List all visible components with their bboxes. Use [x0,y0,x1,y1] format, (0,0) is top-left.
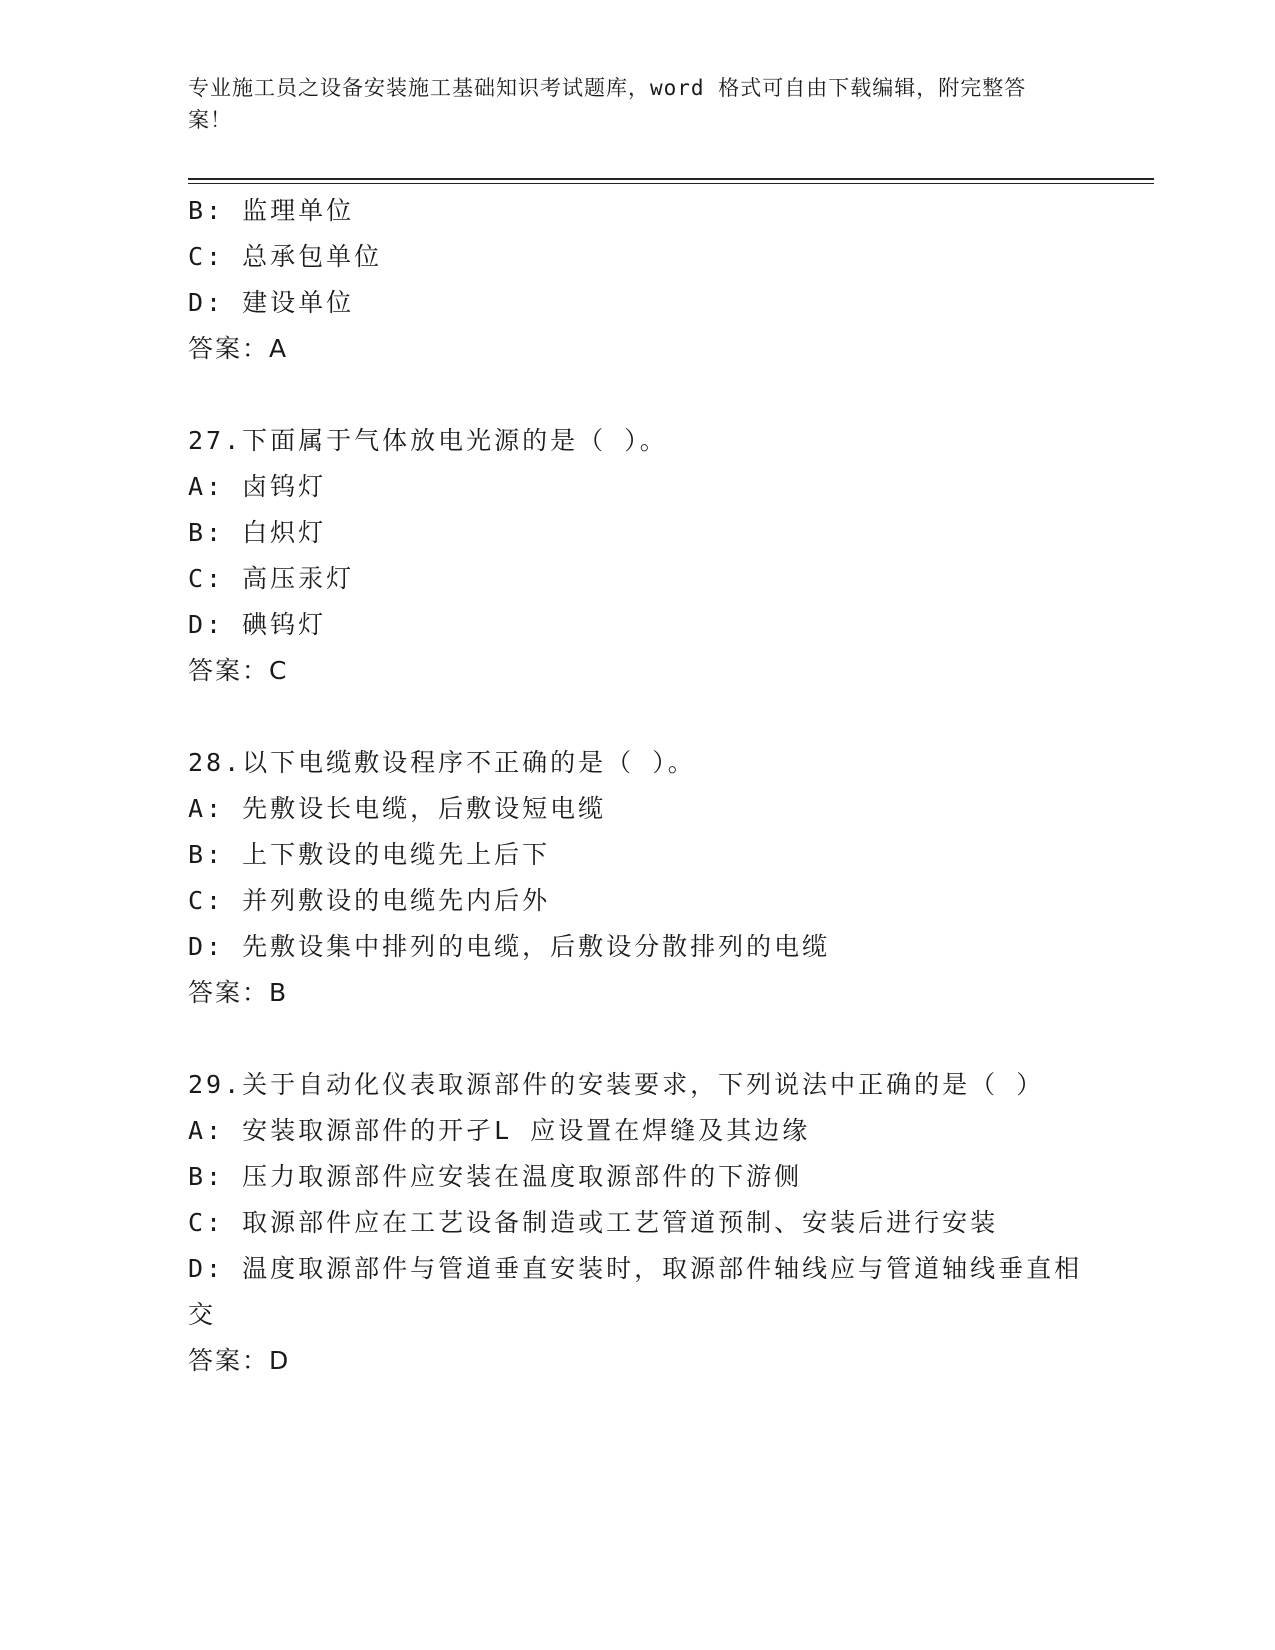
option-text: 上下敷设的电缆先上后下 [242,840,551,869]
answer-label: 答案： [188,1346,270,1375]
spacer [188,372,1088,418]
answer-row [188,970,1088,1016]
option-label: A: [188,1116,225,1145]
answer-value: B [269,978,289,1007]
question-block-29 [188,1062,1088,1384]
answer-row [188,1338,1088,1384]
question-number: 27. [188,426,243,455]
option-text: 碘钨灯 [242,610,327,639]
question-number: 29. [188,1070,243,1099]
option-text: 温度取源部件与管道垂直安装时，取源部件轴线应与管道轴线垂直相交 [188,1254,1083,1329]
option-row [188,1246,1088,1338]
option-row [188,188,1088,234]
option-text: 取源部件应在工艺设备制造或工艺管道预制、安装后进行安装 [242,1208,999,1237]
option-text: 先敷设集中排列的电缆，后敷设分散排列的电缆 [242,932,831,961]
question-stem [188,740,1088,786]
option-text: 白炽灯 [242,518,327,547]
option-row [188,878,1088,924]
option-row [188,786,1088,832]
option-row [188,1154,1088,1200]
question-text: 关于自动化仪表取源部件的安装要求，下列说法中正确的是（ ） [242,1070,1045,1099]
answer-value: D [269,1346,291,1375]
question-text: 以下电缆敷设程序不正确的是（ ）。 [242,748,696,777]
option-row [188,1108,1088,1154]
option-label: B: [188,840,225,869]
option-row [188,234,1088,280]
question-number: 28. [188,748,243,777]
option-label: B: [188,518,225,547]
header-title: 专业施工员之设备安装施工基础知识考试题库，word 格式可自由下载编辑，附完整答案！ [188,76,1027,132]
option-label: B: [188,196,225,225]
option-row [188,602,1088,648]
option-text: 并列敷设的电缆先内后外 [242,886,551,915]
option-row [188,464,1088,510]
option-label: A: [188,794,225,823]
question-text: 下面属于气体放电光源的是（ ）。 [242,426,668,455]
answer-label: 答案： [188,656,270,685]
answer-row [188,326,1088,372]
option-label: D: [188,288,225,317]
spacer [188,1016,1088,1062]
option-text: 高压汞灯 [242,564,355,593]
page-header [188,72,1068,136]
option-label: D: [188,610,225,639]
option-label: C: [188,886,225,915]
question-block-28 [188,740,1088,1016]
option-label: A: [188,472,225,501]
option-label: C: [188,1208,225,1237]
answer-label: 答案： [188,334,270,363]
header-divider-thin [188,183,1154,184]
option-row [188,924,1088,970]
option-label: C: [188,564,225,593]
question-list [188,188,1088,1384]
option-row [188,510,1088,556]
question-block-continued [188,188,1088,372]
option-row [188,832,1088,878]
option-text: 总承包单位 [242,242,383,271]
option-text: 卤钨灯 [242,472,327,501]
answer-row [188,648,1088,694]
option-text: 安装取源部件的开孑L 应设置在焊缝及其边缘 [242,1116,811,1145]
question-stem [188,418,1088,464]
answer-value: A [269,334,289,363]
option-label: D: [188,1254,225,1283]
question-stem [188,1062,1088,1108]
option-text: 监理单位 [242,196,355,225]
option-row [188,556,1088,602]
answer-value: C [269,656,289,685]
spacer [188,694,1088,740]
option-row [188,280,1088,326]
option-label: C: [188,242,225,271]
option-row [188,1200,1088,1246]
option-label: D: [188,932,225,961]
option-text: 先敷设长电缆，后敷设短电缆 [242,794,607,823]
option-text: 压力取源部件应安装在温度取源部件的下游侧 [242,1162,803,1191]
option-label: B: [188,1162,225,1191]
answer-label: 答案： [188,978,270,1007]
option-text: 建设单位 [242,288,355,317]
header-divider-thick [188,178,1154,180]
question-block-27 [188,418,1088,694]
